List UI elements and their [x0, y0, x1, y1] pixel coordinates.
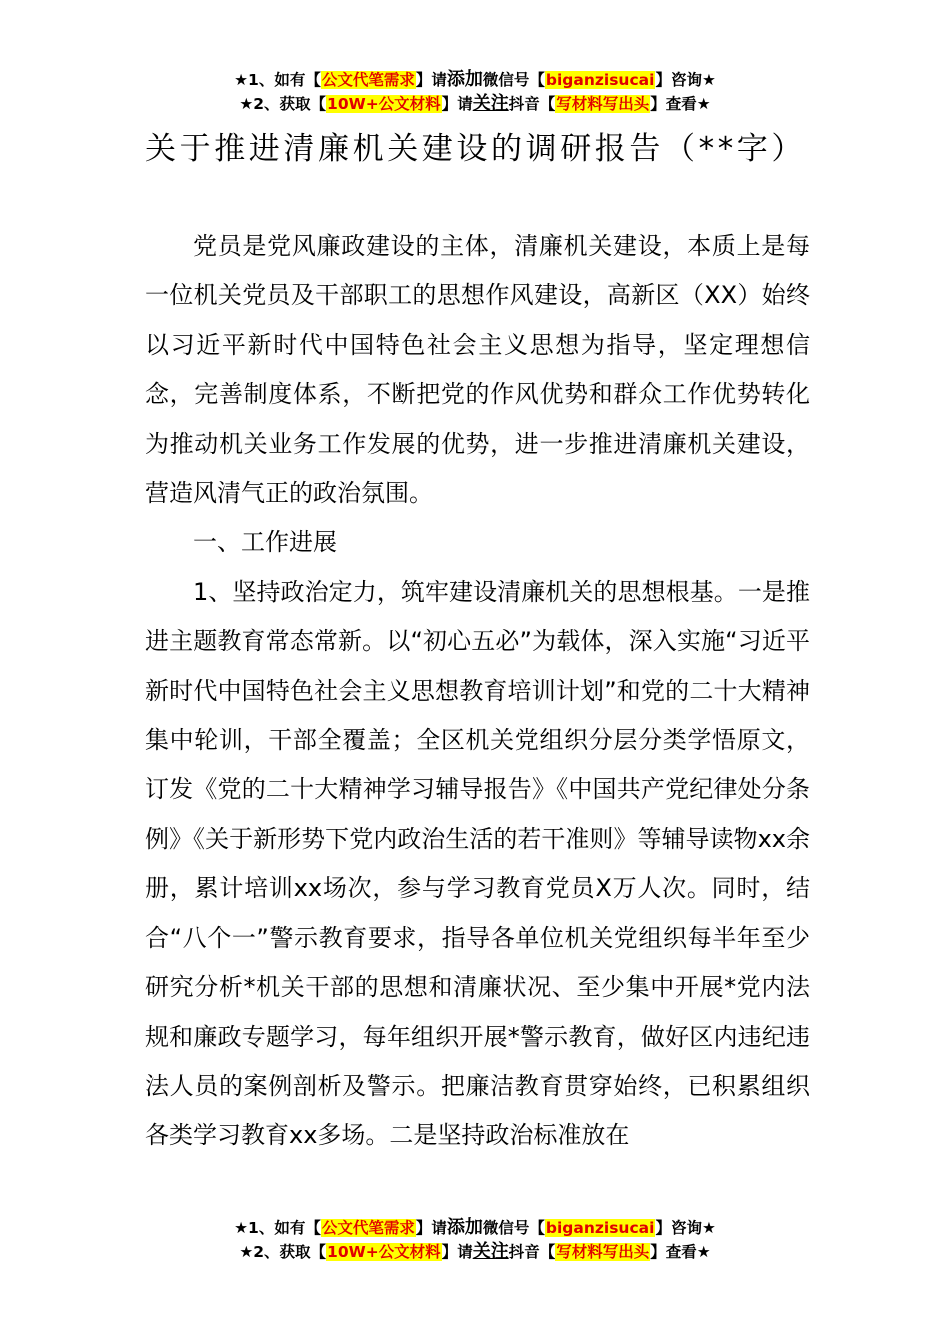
banner-highlight: 公文代笔需求	[321, 1219, 415, 1237]
paragraph-intro: 党员是党风廉政建设的主体，清廉机关建设，本质上是每一位机关党员及干部职工的思想作风建设，高新区（XX）始终以习近平新时代中国特色社会主义思想为指导，坚定理想信念，完善制度体系，不断把党的作风优势和群众工作优势转化为推动机关业务工作发展的优势，进一步推进清廉机关建设，营造风清气正的政治氛围。	[145, 232, 810, 508]
banner-emphasis: 添加	[446, 69, 483, 90]
paragraph-section-1: 1、坚持政治定力，筑牢建设清廉机关的思想根基。一是推进主题教育常态常新。以“初心五必”为载体，深入实施“习近平新时代中国特色社会主义思想教育培训计划”和党的二十大精神集中轮训，干部全覆盖；全区机关党组织分层分类学悟原文，订发《党的二十大精神学习辅导报告》《中国共产党纪律处分条例》《关于新形势下党内政治生活的若干准则》等辅导读物xx余册，累计培训xx场次，参与学习教育党员X万人次。同时，结合“八个一”警示教育要求，指导各单位机关党组织每半年至少研究分析*机关干部的思想和清廉状况、至少集中开展*党内法规和廉政专题学习，每年组织开展*警示教育，做好区内违纪违法人员的案例剖析及警示。把廉洁教育贯穿始终，已积累组织各类学习教育xx多场。二是坚持政治标准放在	[145, 577, 810, 1150]
banner-text: 微信号【	[482, 71, 545, 89]
banner-text: 】请	[415, 71, 447, 89]
banner-emphasis: 关注	[472, 93, 509, 114]
banner-highlight: biganzisucai	[545, 1219, 655, 1237]
banner-line-2	[0, 92, 950, 116]
banner-text: 】咨询★	[655, 71, 716, 89]
banner-text: ★1、如有【	[234, 71, 321, 89]
banner-text: 】咨询★	[655, 1219, 716, 1237]
banner-line-1	[0, 1216, 950, 1240]
banner-text: 】请	[441, 1243, 473, 1261]
banner-text: ★2、获取【	[239, 1243, 327, 1261]
section-heading: 一、工作进展	[193, 528, 337, 557]
banner-text: 抖音【	[508, 1243, 556, 1261]
banner-highlight: 公文代笔需求	[321, 71, 415, 89]
banner-text: ★1、如有【	[234, 1219, 321, 1237]
document-body	[145, 222, 810, 1161]
footer-banner	[0, 1216, 950, 1264]
banner-emphasis: 关注	[472, 1241, 509, 1262]
banner-highlight: 10W+公文材料	[327, 1243, 441, 1261]
header-banner	[0, 68, 950, 116]
banner-text: 】查看★	[650, 1243, 711, 1261]
banner-text: ★2、获取【	[239, 95, 327, 113]
banner-line-1	[0, 68, 950, 92]
banner-highlight: 写材料写出头	[556, 95, 650, 113]
document-title: 关于推进清廉机关建设的调研报告（**字）	[145, 131, 806, 167]
banner-emphasis: 添加	[446, 1217, 483, 1238]
banner-text: 抖音【	[508, 95, 556, 113]
banner-highlight: 10W+公文材料	[327, 95, 441, 113]
banner-text: 】请	[441, 95, 473, 113]
banner-text: 】查看★	[650, 95, 711, 113]
banner-line-2	[0, 1240, 950, 1264]
banner-text: 微信号【	[482, 1219, 545, 1237]
banner-highlight: 写材料写出头	[556, 1243, 650, 1261]
banner-highlight: biganzisucai	[545, 71, 655, 89]
banner-text: 】请	[415, 1219, 447, 1237]
